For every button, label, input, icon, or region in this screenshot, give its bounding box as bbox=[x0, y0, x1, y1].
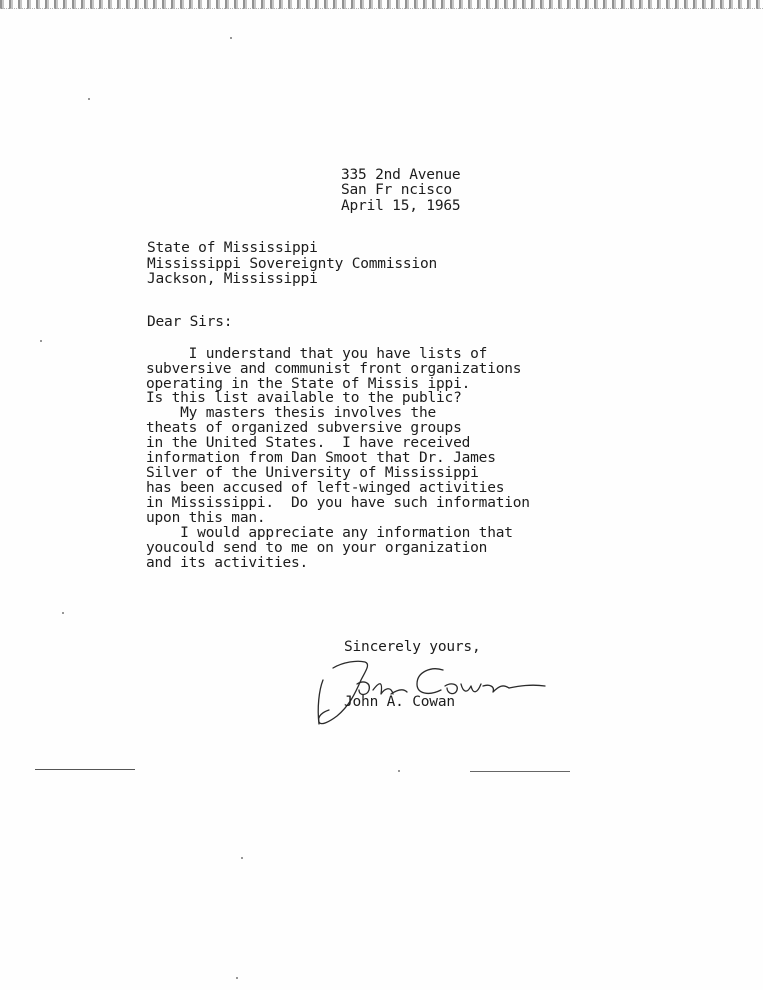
body-line: I would appreciate any information that bbox=[146, 525, 513, 541]
scan-speck bbox=[40, 340, 42, 342]
body-line: I understand that you have lists of bbox=[146, 346, 488, 362]
sender-address-line: 335 2nd Avenue bbox=[341, 167, 461, 183]
recipient-address-line: State of Mississippi bbox=[147, 240, 318, 256]
scan-line-artifact bbox=[35, 769, 135, 770]
body-line: youcould send to me on your organization bbox=[146, 540, 488, 556]
letter-date: April 15, 1965 bbox=[341, 198, 461, 214]
sender-address-line: San Fr ncisco bbox=[341, 182, 452, 198]
body-line: theats of organized subversive groups bbox=[146, 420, 462, 436]
handwritten-signature bbox=[313, 650, 553, 735]
scan-speck bbox=[230, 37, 232, 39]
body-line: in Mississippi. Do you have such information bbox=[146, 495, 530, 511]
scan-speck bbox=[62, 612, 64, 614]
recipient-address-line: Jackson, Mississippi bbox=[147, 271, 318, 287]
scan-speck bbox=[241, 857, 243, 859]
typed-signer-name: John A. Cowan bbox=[344, 694, 455, 710]
body-line: and its activities. bbox=[146, 555, 309, 571]
recipient-address-line: Mississippi Sovereignty Commission bbox=[147, 256, 438, 272]
scan-speck bbox=[88, 98, 90, 100]
scan-line-artifact bbox=[470, 771, 570, 772]
body-line: has been accused of left-winged activities bbox=[146, 480, 505, 496]
body-line: Silver of the University of Mississippi bbox=[146, 465, 479, 481]
scan-speck bbox=[236, 977, 238, 979]
body-line: subversive and communist front organizations bbox=[146, 361, 522, 377]
scan-speck bbox=[398, 770, 400, 772]
salutation: Dear Sirs: bbox=[147, 314, 233, 330]
body-line: operating in the State of Missis ippi. bbox=[146, 376, 471, 392]
closing: Sincerely yours, bbox=[344, 639, 481, 655]
scan-top-edge bbox=[0, 0, 763, 9]
body-line: Is this list available to the public? bbox=[146, 390, 462, 406]
body-line: information from Dan Smoot that Dr. James bbox=[146, 450, 496, 466]
body-line: upon this man. bbox=[146, 510, 266, 526]
body-line: in the United States. I have received bbox=[146, 435, 471, 451]
body-line: My masters thesis involves the bbox=[146, 405, 437, 421]
